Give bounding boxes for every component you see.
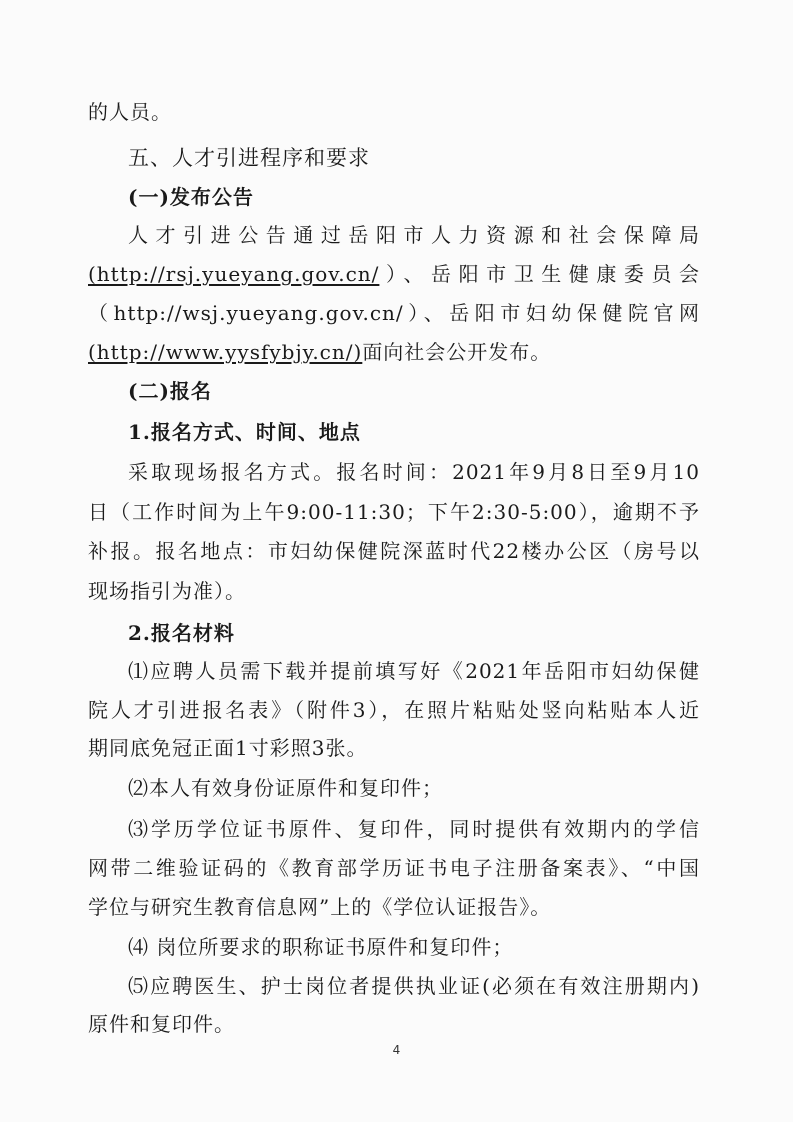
paragraph-line: 补报。报名地点：市妇幼保健院深蓝时代22楼办公区（房号以 [88,539,700,563]
paragraph-line: 院人才引进报名表》（附件3），在照片粘贴处竖向粘贴本人近 [88,698,700,722]
subsection-heading-registration: (二)报名 [128,379,212,403]
paragraph-line: （http://wsj.yueyang.gov.cn/）、岳阳市妇幼保健院官网 [88,301,700,325]
paragraph-line: 原件和复印件。 [88,1012,235,1036]
paragraph-line: 现场指引为准）。 [88,579,246,603]
paragraph-text: ）、岳阳市卫生健康委员会 [379,262,700,286]
paragraph-line: ⑴应聘人员需下载并提前填写好《2021年岳阳市妇幼保健 [128,659,700,683]
paragraph-line: 网带二维验证码的《教育部学历证书电子注册备案表》、“中国 [88,856,700,880]
paragraph-line: ⑵本人有效身份证原件和复印件； [128,776,443,800]
paragraph-line [88,260,700,288]
rsj-url-link[interactable]: (http://rsj.yueyang.gov.cn/ [88,262,380,286]
paragraph-line: 学位与研究生教育信息网”上的《学位认证报告》。 [88,895,552,919]
item-heading-registration-method: 1.报名方式、时间、地点 [128,420,361,444]
page-number: 4 [392,1043,401,1057]
subsection-heading-announcement: (一)发布公告 [128,185,254,209]
paragraph-line [88,338,700,366]
paragraph-line: 期同底免冠正面1寸彩照3张。 [88,736,368,760]
paragraph-text: 面向社会公开发布。 [362,340,552,364]
paragraph-line: ⑷ 岗位所要求的职称证书原件和复印件； [128,935,514,959]
hospital-url-link[interactable]: (http://www.yysfybjy.cn/) [88,340,363,364]
paragraph-line: 的人员。 [88,100,172,124]
paragraph-line: 采取现场报名方式。报名时间：2021年9月8日至9月10 [128,460,700,484]
paragraph-line: 日（工作时间为上午9:00-11:30；下午2:30-5:00），逾期不予 [88,500,700,524]
item-heading-registration-materials: 2.报名材料 [128,621,235,645]
section-heading-5: 五、人才引进程序和要求 [128,146,370,170]
paragraph-line: ⑸应聘医生、护士岗位者提供执业证(必须在有效注册期内) [128,974,700,998]
paragraph-line: 人才引进公告通过岳阳市人力资源和社会保障局 [128,223,700,247]
paragraph-line: ⑶学历学位证书原件、复印件，同时提供有效期内的学信 [128,817,700,841]
